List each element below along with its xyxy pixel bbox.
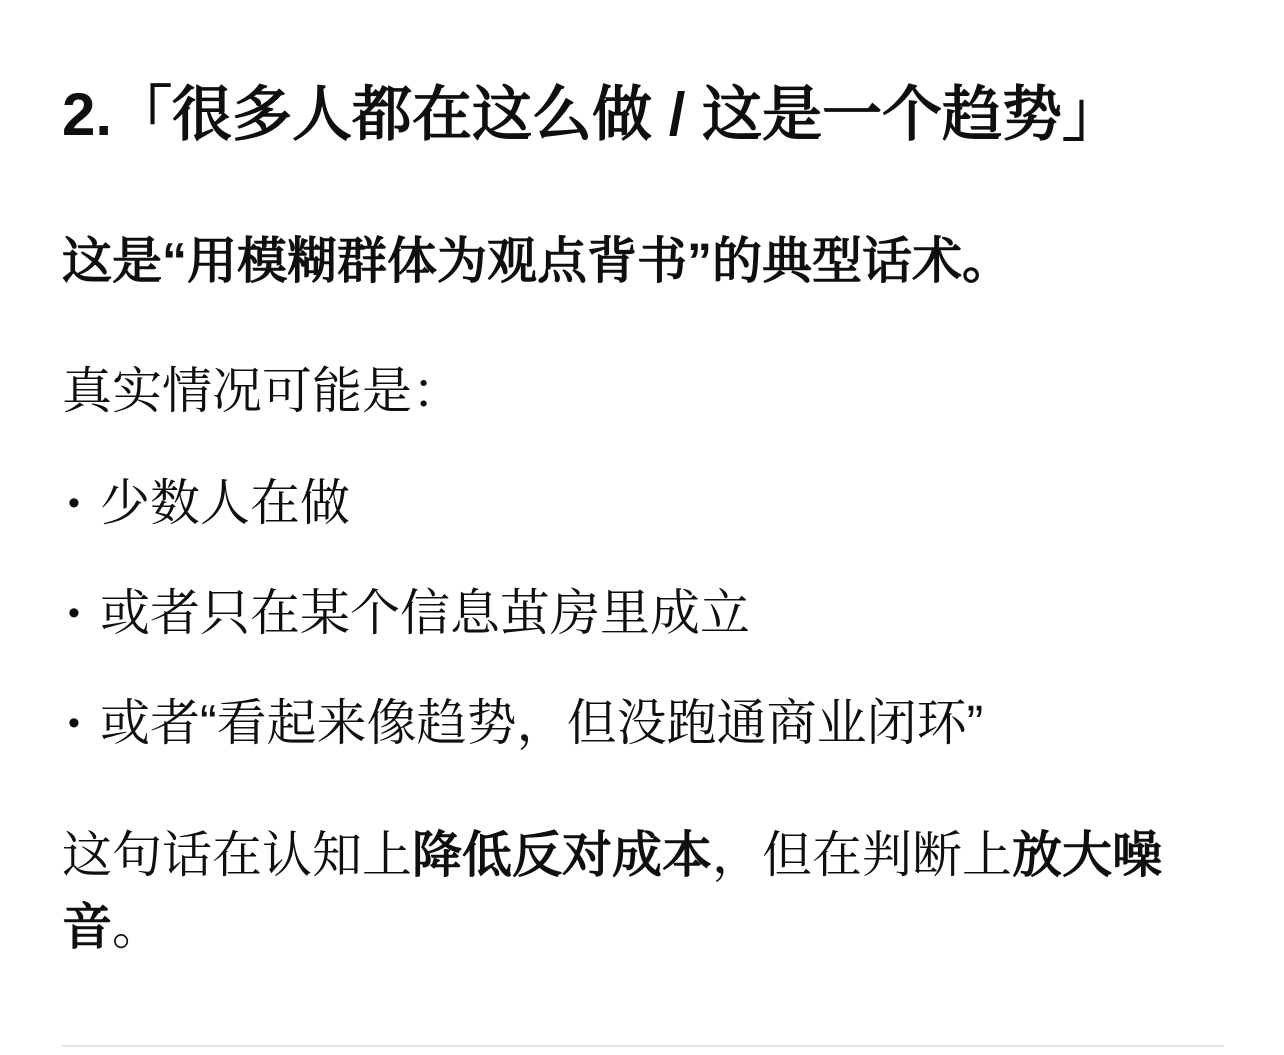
closing-paragraph [62,819,1224,963]
list-item [62,687,1224,759]
closing-emphasis: 降低反对成本 [412,827,712,883]
section-heading: 2.「很多人都在这么做 / 这是一个趋势」 [62,81,1123,148]
lead-paragraph: 这是“用模糊群体为观点背书”的典型话术。 [62,233,1012,289]
list-item [62,467,1224,539]
reasons-list [62,467,1224,759]
list-item-text: 或者只在某个信息茧房里成立 [100,585,750,641]
section-divider [62,1045,1224,1047]
list-item [62,577,1224,649]
list-item-text: 或者“看起来像趋势，但没跑通商业闭环” [100,695,984,751]
closing-text: ，但在判断上 [712,827,1012,883]
list-item-text: 少数人在做 [100,475,350,531]
closing-emphasis: 放大噪音 [62,827,1162,955]
bullet-icon: • [68,484,80,522]
bullet-icon: • [68,594,80,632]
intro-paragraph: 真实情况可能是： [62,363,462,419]
closing-text: 这句话在认知上 [62,827,412,883]
closing-text: 。 [112,899,162,955]
bullet-icon: • [68,704,80,742]
